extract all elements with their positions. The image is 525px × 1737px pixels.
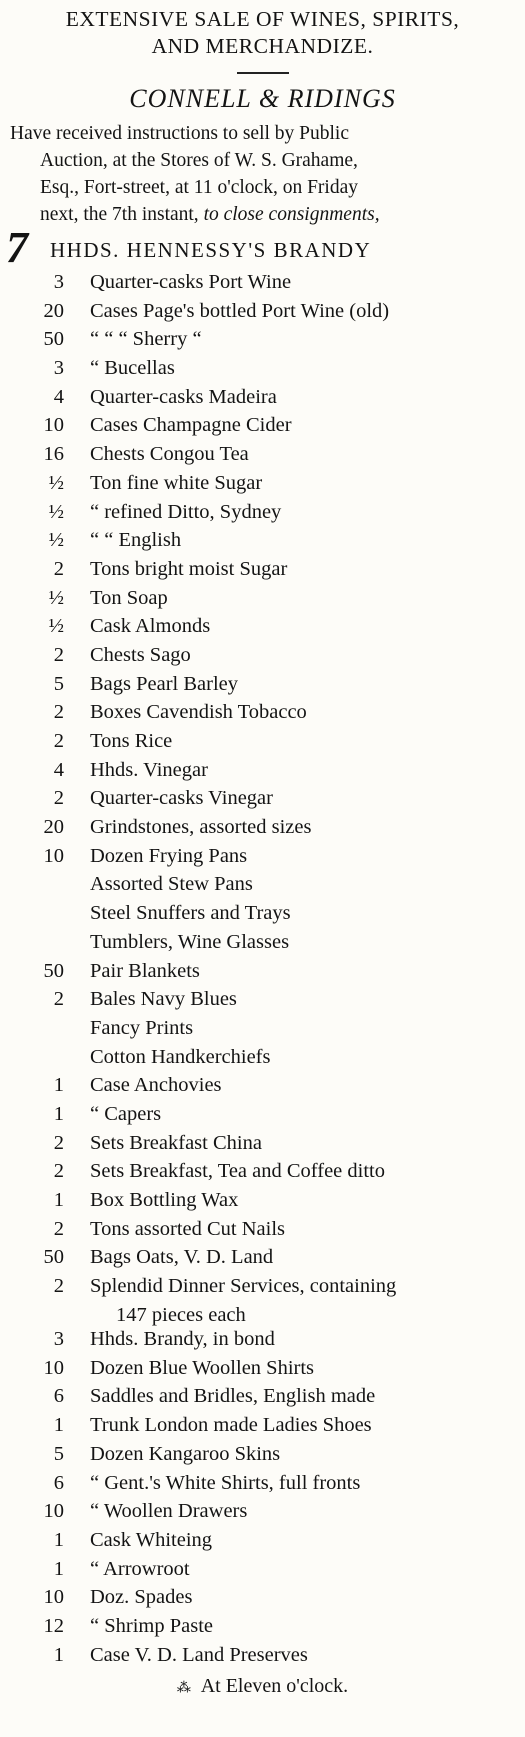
item-quantity: 10 bbox=[43, 414, 64, 437]
item-description bbox=[90, 899, 291, 928]
asterism-glyph: ⁂ bbox=[176, 1681, 191, 1697]
item-description-line: Steel Snuffers and Trays bbox=[90, 902, 291, 925]
item-description bbox=[90, 813, 311, 842]
list-item bbox=[0, 813, 525, 842]
item-quantity: 5 bbox=[53, 1442, 64, 1465]
item-description bbox=[90, 1411, 372, 1440]
item-list bbox=[0, 268, 525, 1669]
item-description-line: Fancy Prints bbox=[90, 1016, 194, 1039]
list-item bbox=[0, 612, 525, 641]
footer-text: At Eleven o'clock. bbox=[200, 1675, 349, 1698]
item-quantity: 20 bbox=[43, 816, 64, 839]
list-item bbox=[0, 928, 525, 957]
item-description-line: Quarter-casks Port Wine bbox=[90, 271, 292, 293]
item-description-line: Tons bright moist Sugar bbox=[90, 557, 288, 580]
item-description-continuation: 147 pieces each bbox=[116, 1303, 246, 1326]
item-description bbox=[90, 784, 273, 813]
item-description-line: Dozen Frying Pans bbox=[90, 844, 248, 867]
intro-paragraph bbox=[10, 120, 515, 228]
item-description bbox=[90, 1497, 247, 1526]
item-quantity: 6 bbox=[53, 1385, 64, 1408]
item-description bbox=[90, 842, 247, 871]
item-description-line: Cask Almonds bbox=[90, 615, 211, 638]
item-description bbox=[90, 1612, 213, 1641]
item-quantity: 2 bbox=[53, 557, 64, 580]
item-quantity: 50 bbox=[43, 328, 64, 351]
list-item bbox=[0, 670, 525, 699]
item-description-line: Chests Congou Tea bbox=[90, 443, 249, 466]
item-description-line: “ Gent.'s White Shirts, full fronts bbox=[90, 1471, 361, 1494]
item-quantity: 20 bbox=[43, 299, 64, 322]
list-item bbox=[0, 1014, 525, 1043]
intro-line-4 bbox=[10, 201, 515, 228]
list-item bbox=[0, 1157, 525, 1186]
item-description-line: Tumblers, Wine Glasses bbox=[90, 930, 290, 953]
item-quantity: ½ bbox=[48, 615, 64, 638]
item-description bbox=[90, 1043, 270, 1072]
list-item bbox=[0, 899, 525, 928]
item-quantity: 2 bbox=[53, 1160, 64, 1183]
item-description-line: Trunk London made Ladies Shoes bbox=[90, 1414, 372, 1437]
list-item bbox=[0, 784, 525, 813]
list-item bbox=[0, 641, 525, 670]
item-description bbox=[90, 756, 208, 785]
item-quantity: ½ bbox=[48, 529, 64, 552]
item-description bbox=[90, 469, 262, 498]
item-description bbox=[90, 985, 237, 1014]
list-item bbox=[0, 842, 525, 871]
list-item bbox=[0, 1071, 525, 1100]
item-description-line: Dozen Kangaroo Skins bbox=[90, 1442, 281, 1465]
item-description-line: “ refined Ditto, Sydney bbox=[90, 500, 282, 523]
footer-note bbox=[0, 1675, 525, 1698]
list-item bbox=[0, 1583, 525, 1612]
item-description bbox=[90, 957, 200, 986]
list-item bbox=[0, 268, 525, 297]
item-description-line: Cases Champagne Cider bbox=[90, 414, 292, 437]
list-item bbox=[0, 957, 525, 986]
list-item bbox=[0, 1526, 525, 1555]
item-description-line: Grindstones, assorted sizes bbox=[90, 816, 312, 839]
item-description-line: “ “ “ Sherry “ bbox=[90, 328, 202, 351]
item-description-line: “ Woollen Drawers bbox=[90, 1500, 248, 1523]
item-description-line: “ Bucellas bbox=[90, 357, 175, 380]
item-description-line: Ton fine white Sugar bbox=[90, 471, 263, 494]
item-description bbox=[90, 641, 191, 670]
item-quantity: 1 bbox=[53, 1528, 64, 1551]
item-quantity: 3 bbox=[53, 357, 64, 380]
item-description bbox=[90, 297, 389, 326]
divider-rule bbox=[237, 72, 289, 74]
item-description bbox=[90, 1186, 238, 1215]
headline bbox=[0, 6, 525, 60]
list-item bbox=[0, 1100, 525, 1129]
item-quantity: 1 bbox=[53, 1414, 64, 1437]
item-description-line: Quarter-casks Madeira bbox=[90, 385, 277, 408]
item-description-line: Quarter-casks Vinegar bbox=[90, 787, 273, 810]
item-description bbox=[90, 1243, 273, 1272]
item-quantity: 10 bbox=[43, 1586, 64, 1609]
item-quantity: 50 bbox=[43, 1246, 64, 1269]
item-quantity: 5 bbox=[53, 672, 64, 695]
item-quantity: 4 bbox=[53, 385, 64, 408]
item-quantity: 1 bbox=[53, 1557, 64, 1580]
item-description-line: Bales Navy Blues bbox=[90, 988, 237, 1011]
list-item bbox=[0, 1555, 525, 1584]
item-quantity: 3 bbox=[53, 1328, 64, 1351]
list-item bbox=[0, 584, 525, 613]
item-quantity: 6 bbox=[53, 1471, 64, 1494]
list-item bbox=[0, 1612, 525, 1641]
list-item bbox=[0, 1382, 525, 1411]
item-description bbox=[90, 1555, 190, 1584]
item-description-line: Cotton Handkerchiefs bbox=[90, 1045, 271, 1068]
list-item bbox=[0, 1469, 525, 1498]
list-item bbox=[0, 411, 525, 440]
item-description-line: Pair Blankets bbox=[90, 959, 200, 982]
headline-line-2: AND MERCHANDIZE. bbox=[151, 34, 374, 58]
item-description-line: Boxes Cavendish Tobacco bbox=[90, 701, 307, 724]
list-item bbox=[0, 383, 525, 412]
intro-line-3: Esq., Fort-street, at 11 o'clock, on Friday bbox=[40, 177, 358, 198]
item-description-line: Doz. Spades bbox=[90, 1586, 193, 1609]
item-description-line: “ Capers bbox=[90, 1102, 162, 1125]
item-quantity: 10 bbox=[43, 1500, 64, 1523]
intro-line-4-italic: to close consignments, bbox=[203, 204, 380, 225]
list-item bbox=[0, 440, 525, 469]
list-item bbox=[0, 1043, 525, 1072]
item-quantity: 1 bbox=[53, 1189, 64, 1211]
item-description-line: “ Arrowroot bbox=[90, 1557, 190, 1580]
list-item bbox=[0, 1325, 525, 1354]
list-item bbox=[0, 555, 525, 584]
item-quantity: 16 bbox=[43, 443, 64, 466]
list-item bbox=[0, 1215, 525, 1244]
item-quantity: 4 bbox=[53, 758, 64, 781]
item-description-line: Splendid Dinner Services, containing bbox=[90, 1275, 397, 1298]
list-item bbox=[0, 1186, 525, 1215]
list-item bbox=[0, 985, 525, 1014]
item-description-line: Saddles and Bridles, English made bbox=[90, 1385, 376, 1408]
lead-item-quantity: 7 bbox=[6, 223, 28, 272]
list-item bbox=[0, 698, 525, 727]
list-item bbox=[0, 297, 525, 326]
item-quantity: 10 bbox=[43, 844, 64, 867]
list-item bbox=[0, 498, 525, 527]
item-description bbox=[90, 670, 238, 699]
item-description-line: Ton Soap bbox=[90, 586, 168, 609]
list-item bbox=[0, 1243, 525, 1272]
item-quantity: ½ bbox=[48, 471, 64, 494]
list-item bbox=[0, 325, 525, 354]
item-description bbox=[90, 1325, 275, 1354]
item-description bbox=[90, 1583, 192, 1612]
item-description-line: Assorted Stew Pans bbox=[90, 873, 253, 896]
list-item bbox=[0, 870, 525, 899]
item-description-line: Box Bottling Wax bbox=[90, 1189, 239, 1211]
item-description bbox=[90, 325, 202, 354]
item-quantity: ½ bbox=[48, 586, 64, 609]
item-description-line: Case V. D. Land Preserves bbox=[90, 1643, 308, 1666]
item-quantity: 3 bbox=[53, 271, 64, 293]
lead-item bbox=[0, 223, 525, 272]
item-description bbox=[90, 383, 277, 412]
item-description bbox=[90, 1440, 280, 1469]
item-quantity: 2 bbox=[53, 1131, 64, 1154]
item-quantity: 50 bbox=[43, 959, 64, 982]
item-quantity: 2 bbox=[53, 988, 64, 1011]
item-description bbox=[90, 1354, 314, 1383]
item-description-line: Cask Whiteing bbox=[90, 1528, 213, 1551]
item-description bbox=[90, 584, 168, 613]
item-description-line: Bags Oats, V. D. Land bbox=[90, 1246, 274, 1269]
item-description bbox=[90, 1215, 285, 1244]
item-description bbox=[90, 1100, 161, 1129]
item-description bbox=[90, 411, 292, 440]
item-quantity: 2 bbox=[53, 643, 64, 666]
item-description bbox=[90, 1129, 262, 1158]
lead-item-description: HHDS. HENNESSY'S BRANDY bbox=[50, 238, 372, 262]
item-description bbox=[90, 1641, 308, 1670]
item-description-line: Sets Breakfast China bbox=[90, 1131, 262, 1154]
list-item bbox=[0, 1411, 525, 1440]
item-quantity: 12 bbox=[43, 1614, 64, 1637]
item-description bbox=[90, 1157, 385, 1186]
item-quantity: ½ bbox=[48, 500, 64, 523]
item-description bbox=[90, 1382, 375, 1411]
advertisement bbox=[0, 6, 525, 1698]
item-quantity: 2 bbox=[53, 787, 64, 810]
item-description-line: Chests Sago bbox=[90, 643, 191, 666]
item-description bbox=[90, 698, 307, 727]
item-description-line: Hhds. Brandy, in bond bbox=[90, 1328, 275, 1351]
item-description-line: Case Anchovies bbox=[90, 1074, 222, 1097]
item-description bbox=[90, 727, 172, 756]
item-description-line: Bags Pearl Barley bbox=[90, 672, 239, 695]
list-item bbox=[0, 1354, 525, 1383]
item-description bbox=[90, 1526, 212, 1555]
list-item bbox=[0, 756, 525, 785]
item-quantity: 2 bbox=[53, 1275, 64, 1298]
list-item bbox=[0, 1440, 525, 1469]
item-description bbox=[90, 928, 289, 957]
headline-line-1: EXTENSIVE SALE OF WINES, SPIRITS, bbox=[65, 7, 460, 31]
item-description bbox=[90, 1071, 222, 1100]
intro-line-4-text: next, the 7th instant, bbox=[40, 204, 204, 225]
item-description-line: “ “ English bbox=[90, 529, 182, 552]
item-description bbox=[90, 498, 281, 527]
list-item bbox=[0, 354, 525, 383]
item-description bbox=[90, 555, 287, 584]
auctioneer-name: CONNELL & RIDINGS bbox=[129, 84, 396, 113]
list-item bbox=[0, 526, 525, 555]
item-quantity: 2 bbox=[53, 730, 64, 752]
list-item bbox=[0, 1641, 525, 1670]
item-quantity: 10 bbox=[43, 1356, 64, 1379]
intro-line-1: Have received instructions to sell by Public bbox=[10, 123, 350, 144]
item-description bbox=[90, 612, 210, 641]
item-description bbox=[90, 1469, 360, 1498]
item-quantity: 1 bbox=[53, 1643, 64, 1666]
list-item bbox=[0, 469, 525, 498]
list-item bbox=[0, 727, 525, 756]
item-description-line: “ Shrimp Paste bbox=[90, 1614, 213, 1637]
list-item bbox=[0, 1129, 525, 1158]
list-item bbox=[0, 1272, 525, 1325]
item-description-line: Tons Rice bbox=[90, 730, 173, 752]
item-description-line: Sets Breakfast, Tea and Coffee ditto bbox=[90, 1160, 385, 1183]
item-description bbox=[90, 526, 181, 555]
item-description bbox=[90, 1272, 396, 1329]
item-quantity: 2 bbox=[53, 1217, 64, 1240]
item-description-line: Tons assorted Cut Nails bbox=[90, 1217, 286, 1240]
item-description bbox=[90, 870, 253, 899]
list-item bbox=[0, 1497, 525, 1526]
intro-line-2: Auction, at the Stores of W. S. Grahame, bbox=[40, 150, 358, 171]
item-description bbox=[90, 268, 291, 297]
item-description bbox=[90, 354, 175, 383]
item-description-line: Hhds. Vinegar bbox=[90, 758, 208, 781]
item-quantity: 2 bbox=[53, 701, 64, 724]
item-quantity: 1 bbox=[53, 1074, 64, 1097]
item-description bbox=[90, 1014, 193, 1043]
item-quantity: 1 bbox=[53, 1102, 64, 1125]
item-description-line: Cases Page's bottled Port Wine (old) bbox=[90, 299, 390, 322]
item-description-line: Dozen Blue Woollen Shirts bbox=[90, 1356, 315, 1379]
item-description bbox=[90, 440, 249, 469]
